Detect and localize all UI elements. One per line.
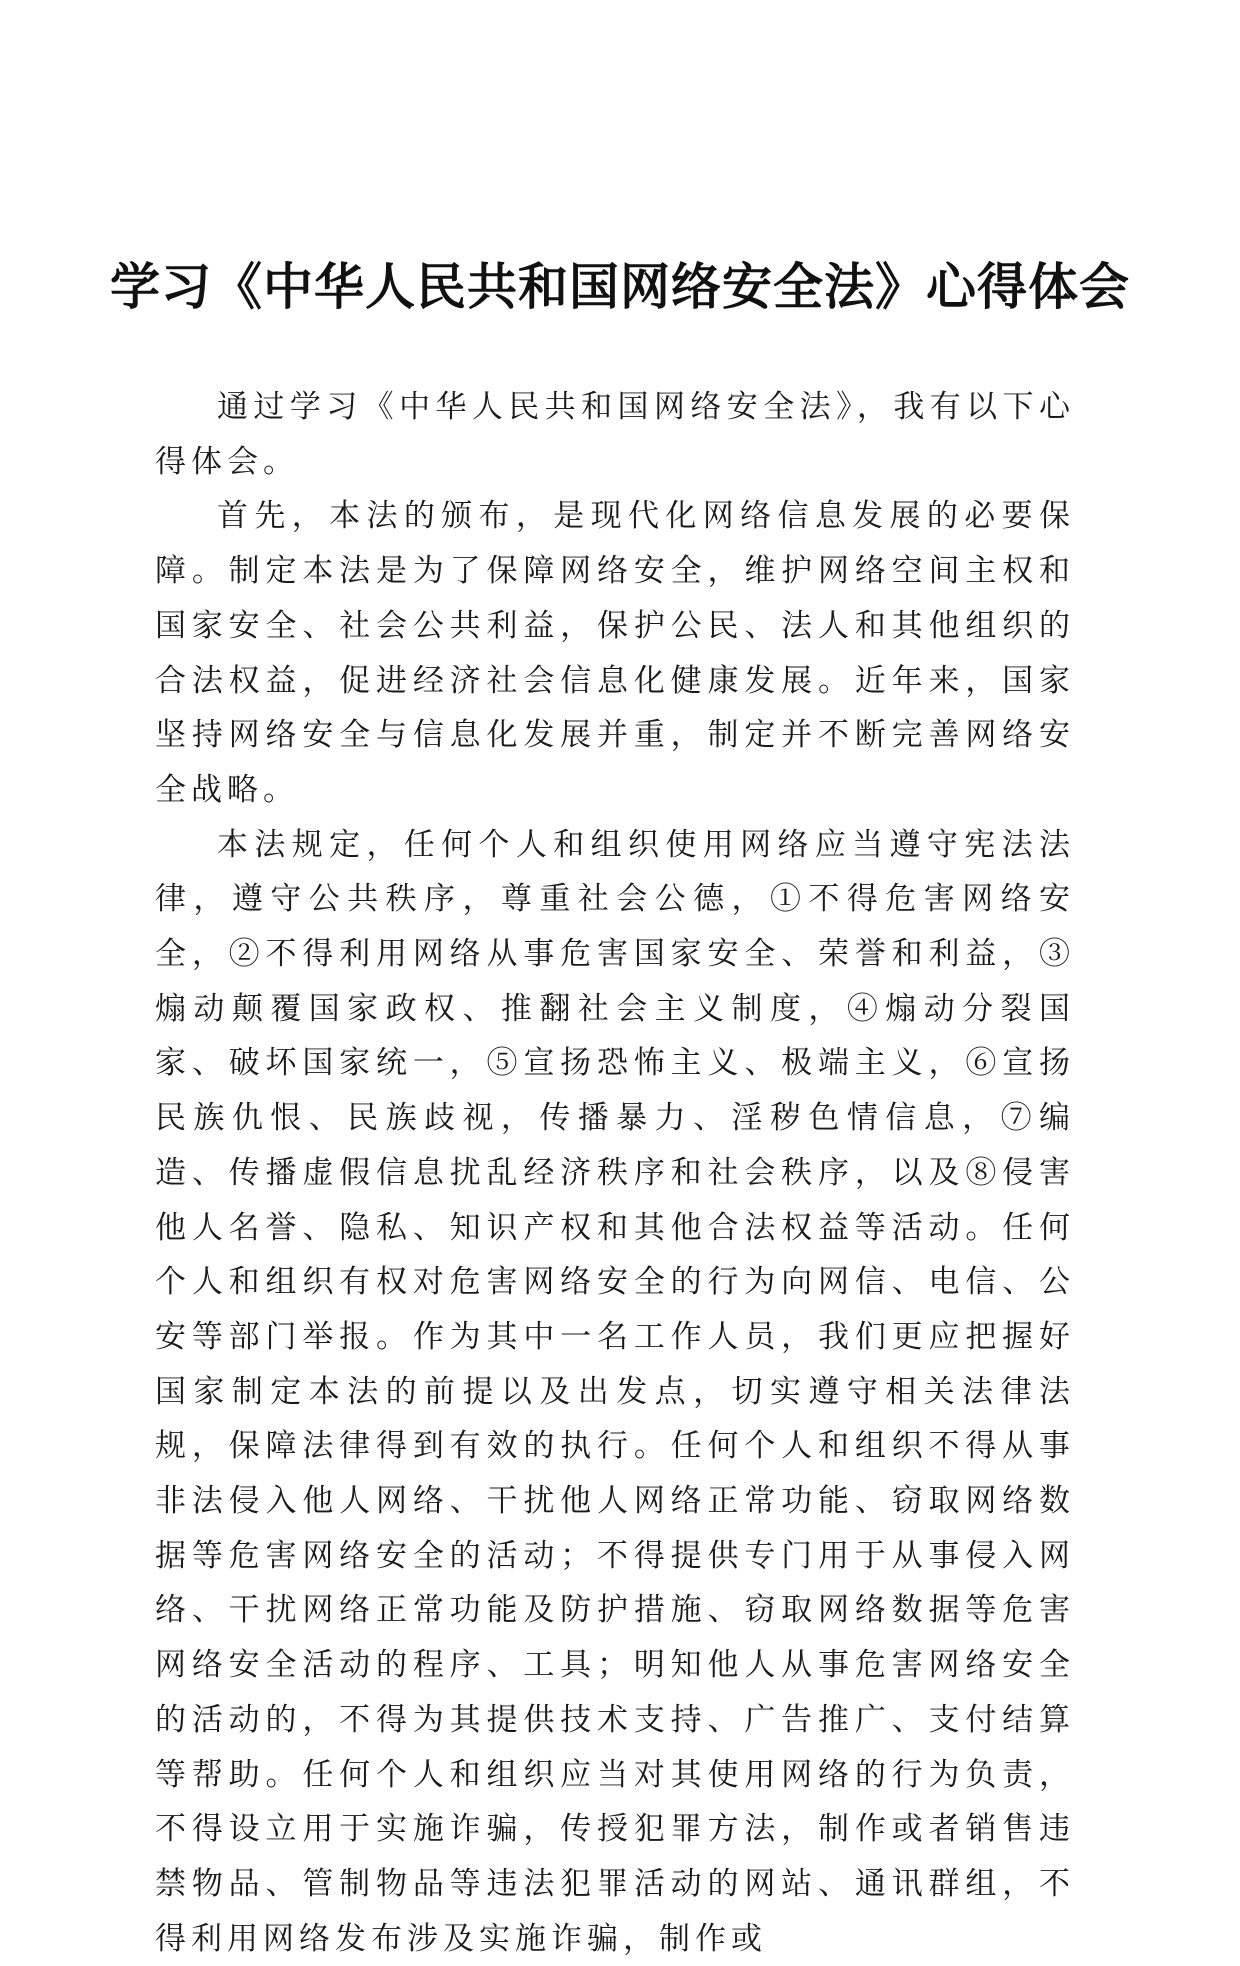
document-title: 学习《中华人民共和国网络安全法》心得体会 xyxy=(110,257,1130,316)
paragraph-law-provisions: 本法规定，任何个人和组织使用网络应当遵守宪法法律，遵守公共秩序，尊重社会公德，①不得危害网络安全，②不得利用网络从事危害国家安全、荣誉和利益，③煽动颠覆国家政权、推翻社会主义制度，④煽动分裂国家、破坏国家统一，⑤宣扬恐怖主义、极端主义，⑥宣扬民族仇恨、民族歧视，传播暴力、淫秽色情信息，⑦编造、传播虚假信息扰乱经济秩序和社会秩序，以及⑧侵害他人名誉、隐私、知识产权和其他合法权益等活动。任何个人和组织有权对危害网络安全的行为向网信、电信、公安等部门举报。作为其中一名工作人员，我们更应把握好国家制定本法的前提以及出发点，切实遵守相关法律法规，保障法律得到有效的执行。任何个人和组织不得从事非法侵入他人网络、干扰他人网络正常功能、窃取网络数据等危害网络安全的活动；不得提供专门用于从事侵入网络、干扰网络正常功能及防护措施、窃取网络数据等危害网络安全活动的程序、工具；明知他人从事危害网络安全的活动的，不得为其提供技术支持、广告推广、支付结算等帮助。任何个人和组织应当对其使用网络的行为负责，不得设立用于实施诈骗，传授犯罪方法，制作或者销售违禁物品、管制物品等违法犯罪活动的网站、通讯群组，不得利用网络发布涉及实施诈骗，制作或 xyxy=(155,826,1075,1957)
document-body xyxy=(155,380,1075,1966)
paragraph-intro: 通过学习《中华人民共和国网络安全法》，我有以下心得体会。 xyxy=(155,389,1075,480)
paragraph-first-point: 首先，本法的颁布，是现代化网络信息发展的必要保障。制定本法是为了保障网络安全，维护网络空间主权和国家安全、社会公共利益，保护公民、法人和其他组织的合法权益，促进经济社会信息化健康发展。近年来，国家坚持网络安全与信息化发展并重，制定并不断完善网络安全战略。 xyxy=(155,498,1075,808)
